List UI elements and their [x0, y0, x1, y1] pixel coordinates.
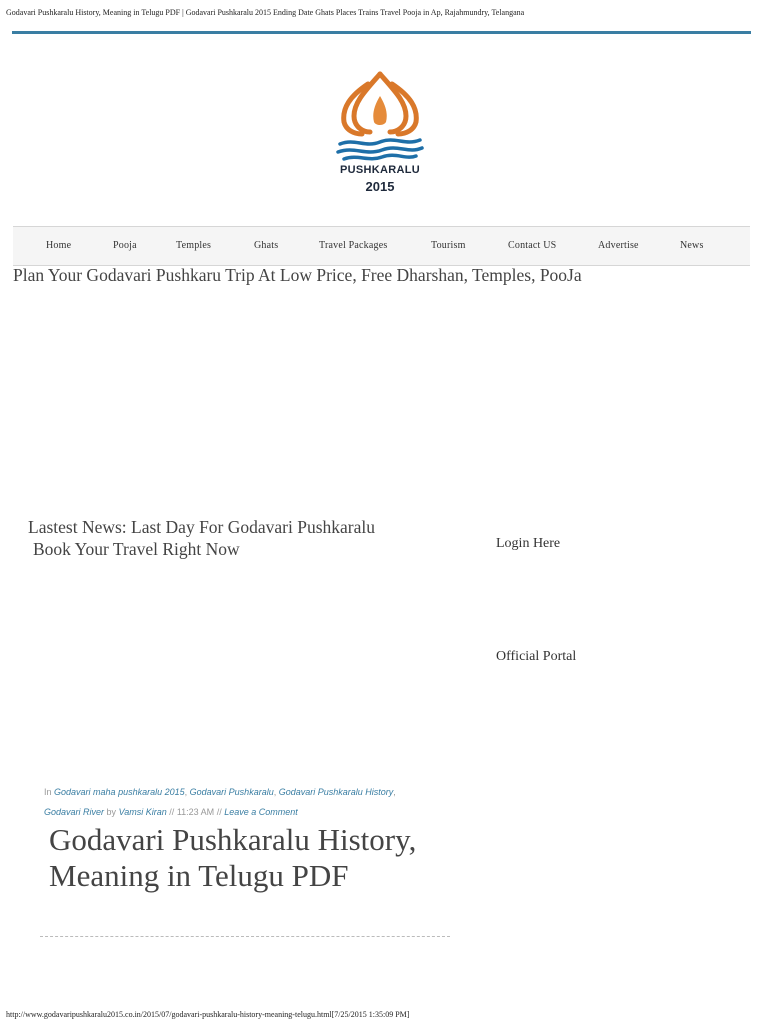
- nav-travel-packages[interactable]: Travel Packages: [319, 240, 388, 251]
- author-link[interactable]: Vamsi Kiran: [118, 807, 167, 817]
- post-meta-byline: [44, 802, 454, 822]
- main-navigation: [13, 226, 750, 266]
- category-link[interactable]: Godavari Pushkaralu History: [278, 787, 394, 797]
- nav-home[interactable]: Home: [46, 240, 72, 251]
- meta-in-label: In: [44, 787, 52, 797]
- meta-by-label: by: [106, 807, 117, 817]
- category-link[interactable]: Godavari Pushkaralu: [189, 787, 274, 797]
- meta-separator: //: [169, 807, 175, 817]
- nav-temples[interactable]: Temples: [176, 240, 212, 251]
- nav-news[interactable]: News: [680, 240, 704, 251]
- latest-news-ticker[interactable]: [28, 516, 375, 560]
- nav-tourism[interactable]: Tourism: [431, 240, 466, 251]
- category-link[interactable]: Godavari River: [44, 807, 105, 817]
- nav-pooja[interactable]: Pooja: [113, 240, 137, 251]
- official-portal-link[interactable]: Official Portal: [496, 649, 577, 664]
- post-meta-categories: In Godavari maha pushkaralu 2015, Godavari Pushkaralu, Godavari Pushkaralu History,: [44, 787, 396, 797]
- post-title: Godavari Pushkaralu History, Meaning in Telugu PDF: [49, 822, 417, 893]
- pushkaralu-flame-logo-icon: [310, 62, 450, 167]
- post-time: 11:23 AM: [176, 807, 215, 817]
- meta-separator: //: [216, 807, 222, 817]
- nav-advertise[interactable]: Advertise: [598, 240, 639, 251]
- site-logo[interactable]: [310, 62, 450, 202]
- site-tagline: Plan Your Godavari Pushkaru Trip At Low Price, Free Dharshan, Temples, PooJa: [13, 265, 582, 285]
- logo-year: 2015: [365, 179, 395, 194]
- category-link[interactable]: Godavari maha pushkaralu 2015: [54, 787, 185, 797]
- print-header: Godavari Pushkaralu History, Meaning in Telugu PDF | Godavari Pushkaralu 2015 Ending Date Ghats Places Trains Travel Pooja in Ap, Rajahmundry, Telangana: [6, 8, 525, 17]
- news-line-1: Lastest News: Last Day For Godavari Pushkaralu: [28, 517, 376, 537]
- nav-contact-us[interactable]: Contact US: [508, 240, 557, 251]
- leave-comment-link[interactable]: Leave a Comment: [224, 807, 298, 817]
- login-link[interactable]: Login Here: [496, 536, 561, 551]
- logo-name: PUSHKARALU: [340, 164, 420, 176]
- nav-ghats[interactable]: Ghats: [254, 240, 279, 251]
- news-line-2: Book Your Travel Right Now: [33, 539, 240, 559]
- top-rule: [12, 31, 751, 34]
- print-footer-url: http://www.godavaripushkaralu2015.co.in/2015/07/godavari-pushkaralu-history-meaning-telugu.html[7/25/2015 1:35:09 PM]: [6, 1010, 410, 1019]
- title-divider: [40, 936, 450, 937]
